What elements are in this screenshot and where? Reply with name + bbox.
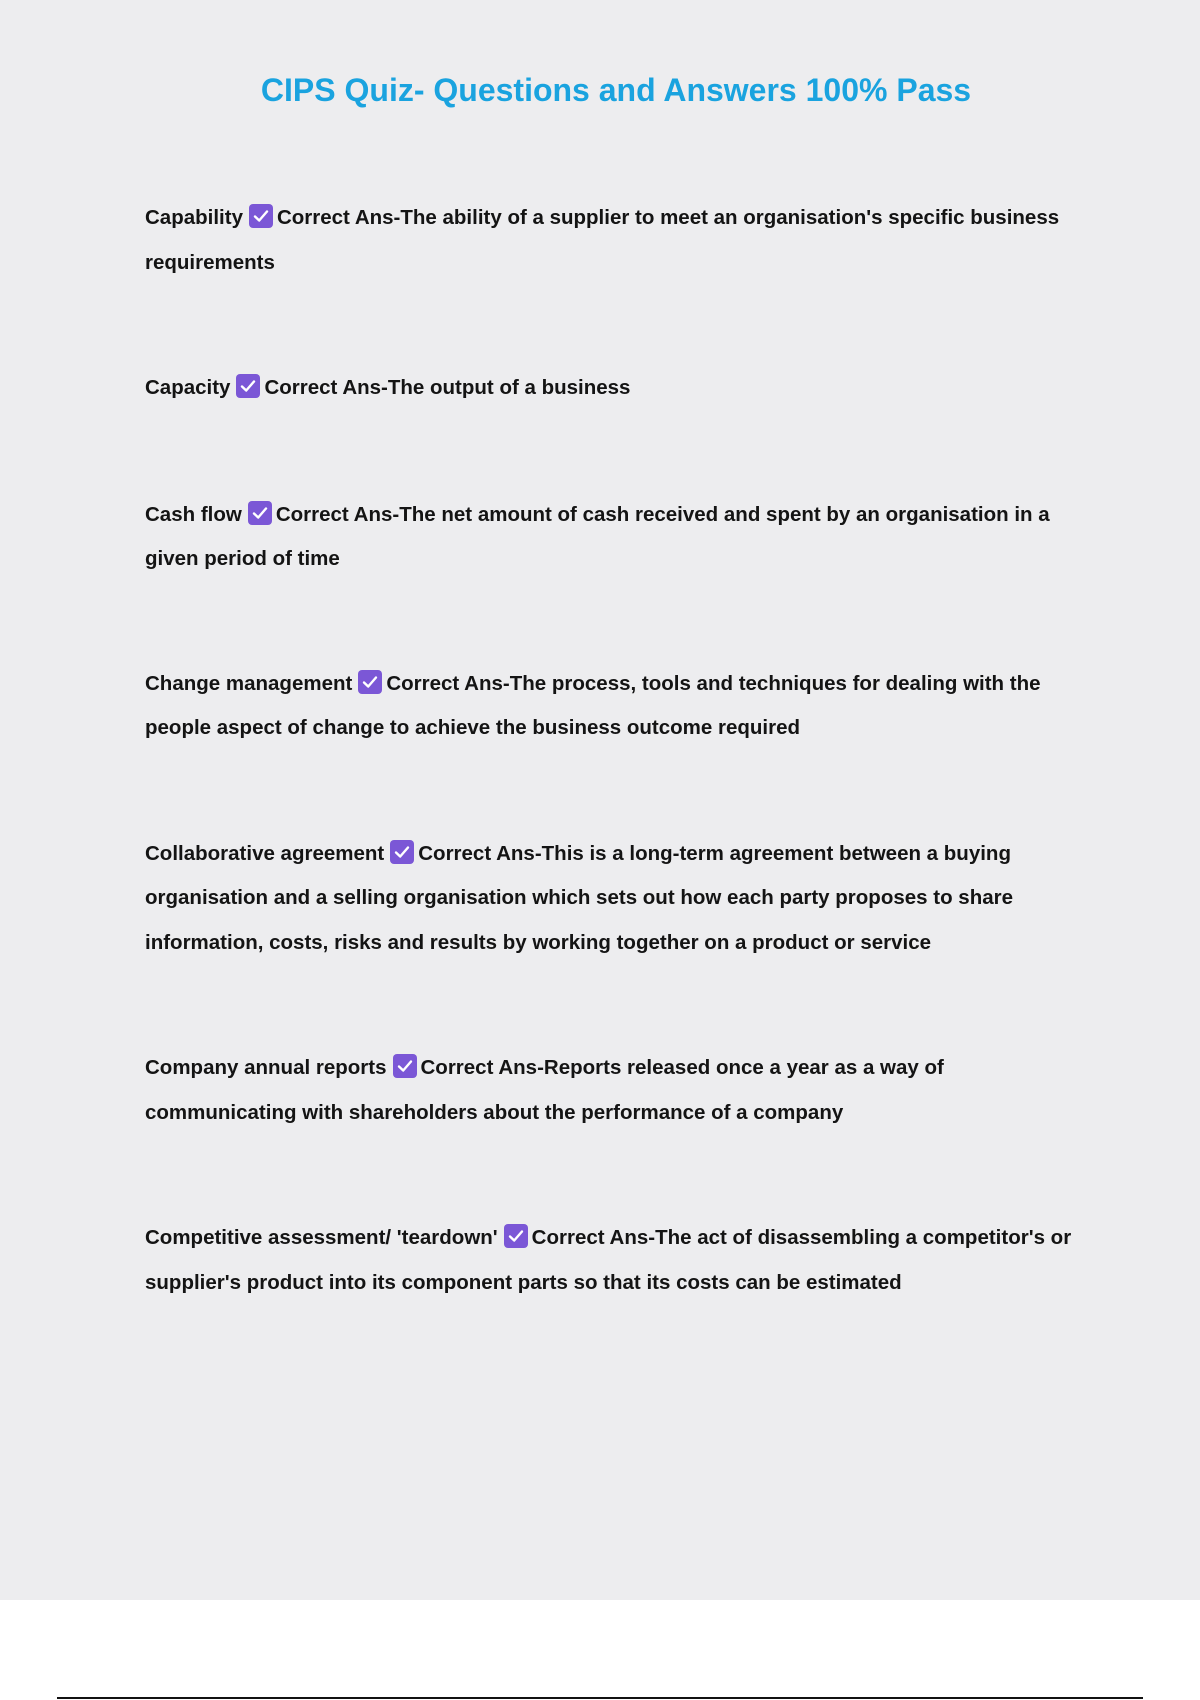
qa-item <box>145 1046 1085 1135</box>
qa-answer: Correct Ans-The output of a business <box>264 376 631 399</box>
qa-answer: Correct Ans-The ability of a supplier to meet an organisation's specific business requirements <box>145 206 1060 274</box>
checkbox-checked-icon <box>249 204 273 228</box>
qa-term: Change management <box>145 671 353 695</box>
qa-term: Collaborative agreement <box>145 841 385 865</box>
qa-item <box>145 196 1085 285</box>
qa-item <box>145 493 1085 582</box>
checkbox-checked-icon <box>504 1224 528 1248</box>
qa-answer: Correct Ans-The process, tools and techniques for dealing with the people aspect of change to achieve the business outcome required <box>145 671 1041 739</box>
qa-term: Cash flow <box>145 502 242 526</box>
qa-term: Company annual reports <box>145 1056 387 1079</box>
qa-item <box>145 662 1085 751</box>
qa-term: Capacity <box>145 376 231 399</box>
checkbox-checked-icon <box>236 374 260 398</box>
document-title: CIPS Quiz- Questions and Answers 100% Pass <box>260 72 972 108</box>
qa-item <box>145 366 1085 411</box>
footer-divider <box>57 1697 1143 1699</box>
qa-term: Capability <box>145 206 243 229</box>
qa-list <box>145 196 1085 1305</box>
qa-term: Competitive assessment/ 'teardown' <box>145 1226 498 1249</box>
qa-answer: Correct Ans-Reports released once a year as a way of communicating with shareholders about the performance of a company <box>145 1056 944 1124</box>
checkbox-checked-icon <box>358 670 382 694</box>
qa-answer: Correct Ans-The net amount of cash received and spent by an organisation in a given period of time <box>145 502 1050 570</box>
checkbox-checked-icon <box>390 840 414 864</box>
qa-item <box>145 1216 1085 1305</box>
qa-item <box>145 832 1085 966</box>
qa-answer: Correct Ans-The act of disassembling a competitor's or supplier's product into its component parts so that its costs can be estimated <box>145 1226 1072 1294</box>
qa-answer: Correct Ans-This is a long-term agreement between a buying organisation and a selling organisation which sets out how each party proposes to share information, costs, risks and results by working together on a product or service <box>145 841 1013 954</box>
checkbox-checked-icon <box>393 1054 417 1078</box>
checkbox-checked-icon <box>248 501 272 525</box>
